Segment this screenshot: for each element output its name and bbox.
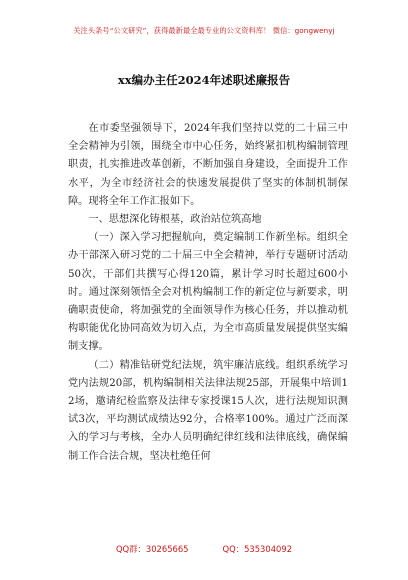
qq-group-label: QQ群：30265665 bbox=[115, 544, 189, 554]
document-body bbox=[68, 120, 348, 466]
body-paragraph: （二）精准钻研党纪法规，筑牢廉洁底线。组织系统学习党内法规20部，机构编制相关法律法规25部，开展集中培训12场，邀请纪检监察及法律专家授课15人次，进行法规知识测试3次，平均测试成绩达92分，合格率100%。通过广泛而深入的学习与考核，全办人员明确纪律红线和法律底线，确保编制工作合法合规，坚决杜绝任何 bbox=[68, 359, 348, 462]
qq-label: QQ：535304092 bbox=[222, 544, 293, 554]
document-title: xx编办主任2024年述职述廉报告 bbox=[117, 73, 291, 87]
body-paragraph: （一）深入学习把握航向，奠定编制工作新坐标。组织全办干部深入研习党的二十届三中全会精神，举行专题研讨活动50次，干部们共撰写心得120篇，累计学习时长超过600小时。通过深刻领悟全会对机构编制工作的新定位与新要求，明确职责使命，将加强党的全面领导作为核心任务，并以推动机构职能优化协同高效为切入点，为全市高质量发展提供坚实编制支撑。 bbox=[68, 232, 348, 353]
contact-footer bbox=[0, 543, 408, 555]
intro-paragraph: 在市委坚强领导下，2024年我们坚持以党的二十届三中全会精神为引领，围绕全市中心任务，始终紧扣机构编制管理职责，扎实推进改革创新，不断加强自身建设，全面提升工作水平，为全市经济社会的快速发展提供了坚实的体制机制保障。现将全年工作汇报如下。 bbox=[68, 123, 348, 207]
section-heading: 一、思想深化铸根基，政治站位筑高地 bbox=[88, 214, 262, 226]
promo-banner: 关注头条号“公文研究”，获得最新最全最专业的公文资料库！ 微信：gongwenyj bbox=[73, 26, 335, 35]
